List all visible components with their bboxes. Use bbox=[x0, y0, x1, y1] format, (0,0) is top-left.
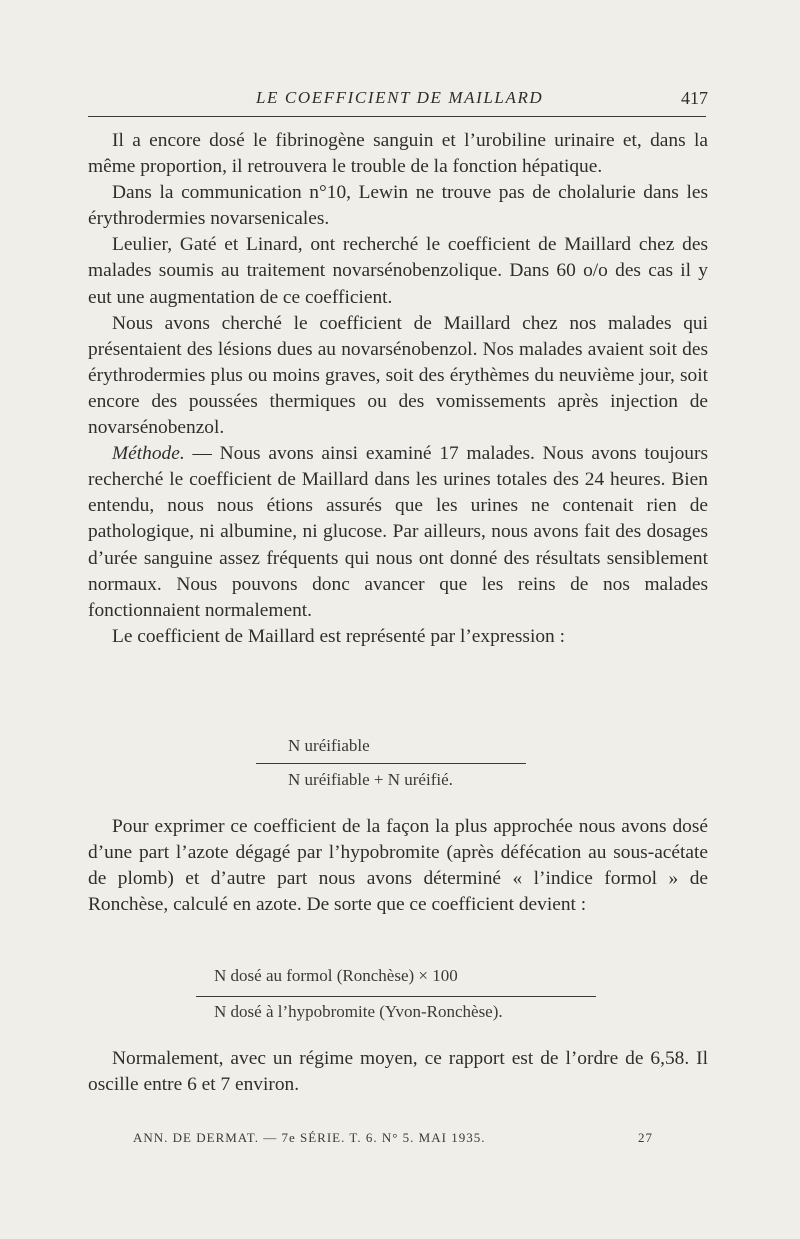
formula-ronchese-denominator: N dosé à l’hypobromite (Yvon-Ronchèse). bbox=[214, 1002, 503, 1021]
formula-ronchese bbox=[0, 966, 800, 1028]
methode-text: — Nous avons ainsi examiné 17 malades. Nous avons toujours recherché le coefficient de Maillard dans les urines totales des 24 heures. Bien entendu, nous nous étions assurés que les urines ne contenait rien de pathologique, ni albumine, ni glucose. Par ailleurs, nous avons fait des dosages d’urée sanguine assez fréquents qui nous ont donné des résultats sensiblement normaux. Nous pouvons donc avancer que les reins de nos malades fonctionnaient normalement. bbox=[88, 443, 708, 621]
body-text-middle bbox=[88, 814, 708, 918]
page-number: 417 bbox=[681, 88, 708, 108]
paragraph-nos-malades: Nous avons cherché le coefficient de Maillard chez nos malades qui présentaient des lésions dues au novarsénobenzol. Nos malades avaient soit des érythrodermies plus ou moins graves, soit des érythèmes du neuvième jour, soit encore des poussées thermiques ou des vomissements après injection de novarsénobenzol. bbox=[88, 312, 708, 439]
running-title: LE COEFFICIENT DE MAILLARD bbox=[256, 88, 544, 107]
formula-maillard-bar bbox=[256, 763, 526, 764]
paragraph-normalement: Normalement, avec un régime moyen, ce rapport est de l’ordre de 6,58. Il oscille entre 6 et 7 environ. bbox=[88, 1048, 708, 1096]
formula-maillard bbox=[0, 736, 800, 796]
formula-maillard-numerator: N uréifiable bbox=[288, 736, 370, 755]
methode-label: Méthode. bbox=[112, 443, 185, 465]
formula-ronchese-numerator: N dosé au formol (Ronchèse) × 100 bbox=[214, 966, 458, 985]
header-rule bbox=[88, 116, 706, 117]
formula-ronchese-bar bbox=[196, 996, 596, 997]
signature-mark: 27 bbox=[638, 1130, 653, 1145]
paragraph-leulier: Leulier, Gaté et Linard, ont recherché le coefficient de Maillard chez des malades soumis au traitement novarsénobenzolique. Dans 60 o/o des cas il y eut une augmentation de ce coefficient. bbox=[88, 234, 708, 308]
body-text-top bbox=[88, 128, 708, 650]
paragraph-exprimer: Pour exprimer ce coefficient de la façon la plus approchée nous avons dosé d’une part l’azote dégagé par l’hypobromite (après défécation au sous-acétate de plomb) et d’autre part nous avons déterminé « l’indice formol » de Ronchèse, calculé en azote. De sorte que ce coefficient devient : bbox=[88, 816, 708, 916]
paragraph-methode bbox=[88, 441, 708, 624]
page-footer bbox=[133, 1130, 653, 1150]
journal-citation: ANN. DE DERMAT. — 7e SÉRIE. T. 6. N° 5. MAI 1935. bbox=[133, 1130, 486, 1145]
paragraph-lewin: Dans la communication n°10, Lewin ne trouve pas de cholalurie dans les érythrodermies novarsenicales. bbox=[88, 182, 708, 230]
paragraph-fibrinogene: Il a encore dosé le fibrinogène sanguin et l’urobiline urinaire et, dans la même proportion, il retrouvera le trouble de la fonction hépatique. bbox=[88, 130, 708, 178]
body-text-bottom bbox=[88, 1046, 708, 1098]
paragraph-expression: Le coefficient de Maillard est représenté par l’expression : bbox=[112, 625, 565, 647]
formula-maillard-denominator: N uréifiable + N uréifié. bbox=[288, 770, 453, 789]
running-header bbox=[88, 88, 708, 114]
